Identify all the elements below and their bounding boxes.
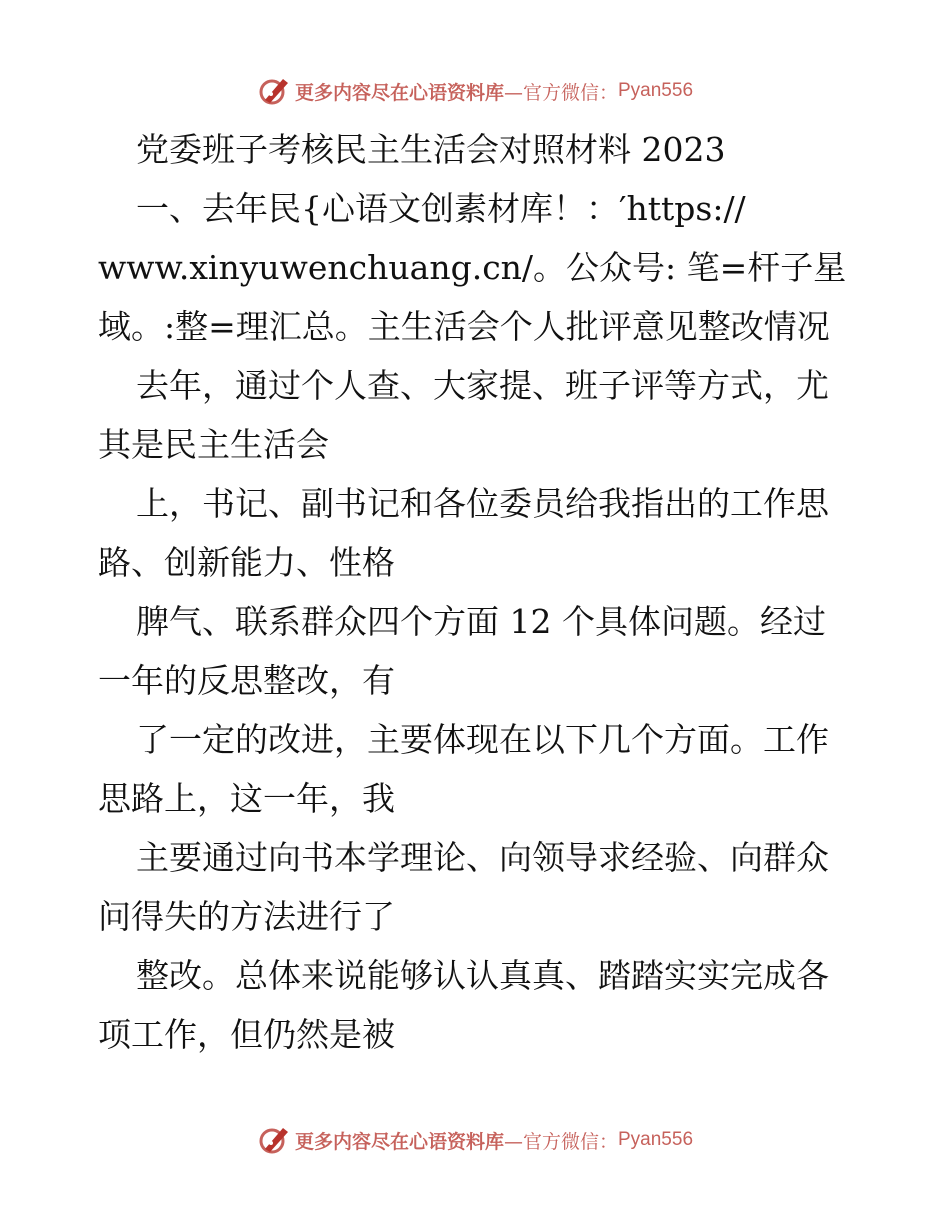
watermark-separator: —官方微信：	[503, 81, 618, 104]
watermark-text: 更多内容尽在心语资料库	[294, 81, 504, 104]
watermark-id: Pyan556	[618, 80, 694, 101]
text-line: 主要通过向书本学理论、向领导求经验、向群众	[136, 838, 829, 877]
text-line: 其是民主生活会	[98, 425, 329, 464]
text-line: 问得失的方法进行了	[98, 897, 395, 936]
header-watermark	[0, 71, 950, 111]
text-line: 路、创新能力、性格	[98, 543, 395, 582]
text-line: 项工作，但仍然是被	[98, 1015, 395, 1054]
text-line: 上，书记、副书记和各位委员给我指出的工作思	[136, 484, 829, 523]
text-line: 了一定的改进，主要体现在以下几个方面。工作	[136, 720, 829, 759]
text-line: www.xinyuwenchuang.cn/。公众号: 笔=杆子星	[98, 248, 847, 287]
text-line: 思路上，这一年，我	[98, 779, 395, 818]
watermark-text: 更多内容尽在心语资料库	[294, 1130, 504, 1153]
text-line: 整改。总体来说能够认认真真、踏踏实实完成各	[136, 956, 829, 995]
text-line: 脾气、联系群众四个方面 12 个具体问题。经过	[136, 602, 826, 641]
text-line: 去年，通过个人查、大家提、班子评等方式，尤	[136, 366, 829, 405]
text-line: 域。:整=理汇总。主生活会个人批评意见整改情况	[98, 307, 830, 346]
footer-watermark	[0, 1120, 950, 1160]
watermark-id: Pyan556	[618, 1129, 694, 1150]
document-title: 党委班子考核民主生活会对照材料 2023	[136, 130, 726, 169]
text-line: 一、去年民{心语文创素材库！：′https://	[136, 189, 746, 228]
document-body	[98, 120, 858, 1064]
pen-nib-logo-icon	[257, 1123, 291, 1157]
text-line: 一年的反思整改，有	[98, 661, 395, 700]
watermark-separator: —官方微信：	[503, 1130, 618, 1153]
pen-nib-logo-icon	[257, 74, 291, 108]
